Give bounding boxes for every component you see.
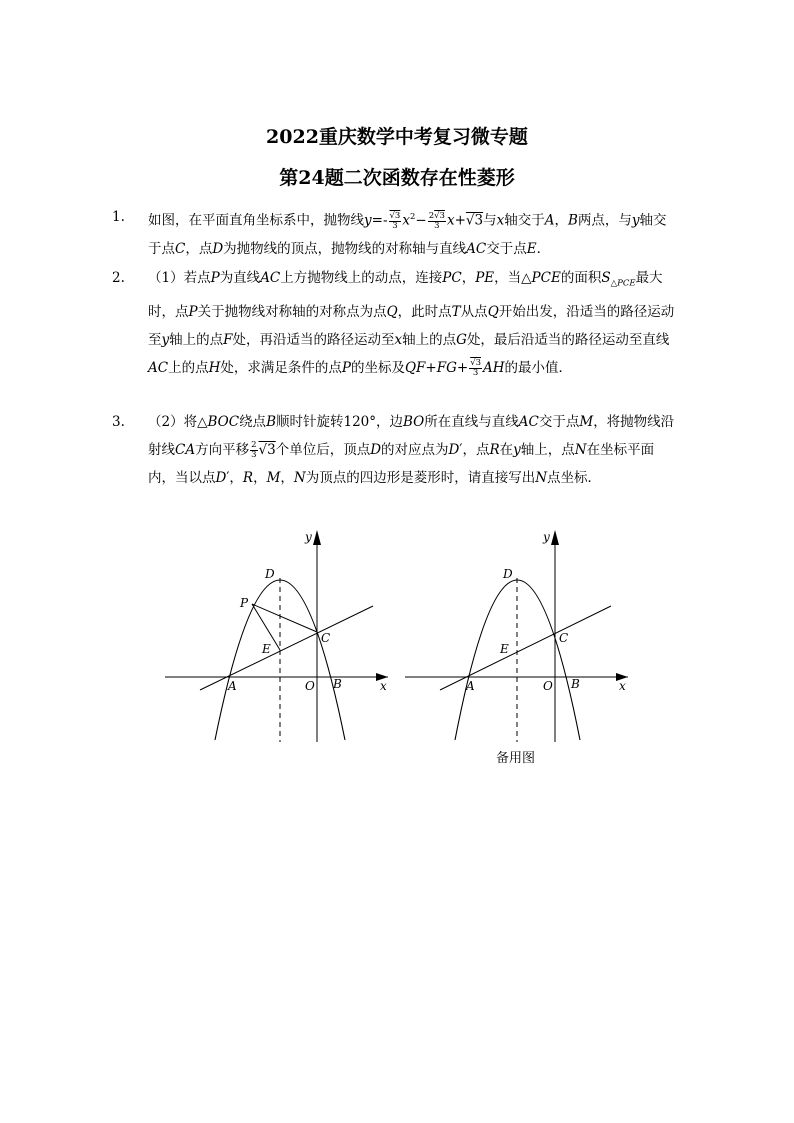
problem-text: （2）将△BOC绕点B顺时针旋转120°，边BO所在直线与直线AC交于点M，将抛物线沿射线CA方向平移 $\frac{2}{3}$ √3个单位后，顶点D的对应点为D′，点R在y轴上，点N在坐标平面内，当以点D′，R，M，N为顶点的四边形是菱形时，请直接写出N点坐标． <box>148 414 675 486</box>
label-a: A <box>228 679 237 693</box>
problem-text: 如图，在平面直角坐标系中，抛物线y=- $\frac{√3}{3}$ $x^2-$ $\frac{2√3}{3}$ x+√3与x轴交于A，B两点，与y轴交于点C，点D为抛物线的顶点，抛物线的对称轴与直线AC交于点E． <box>148 210 667 257</box>
label-b: B <box>571 677 580 691</box>
label-e: E <box>262 642 271 656</box>
label-e: E <box>500 642 509 656</box>
label-c: C <box>559 631 569 645</box>
label-c: C <box>321 631 331 645</box>
label-o: O <box>305 679 315 693</box>
page-title: 2022重庆数学中考复习微专题 <box>266 126 528 148</box>
item-number: 2. <box>112 270 125 286</box>
label-y: y <box>543 530 550 544</box>
item-number: 3. <box>112 414 125 430</box>
label-p: P <box>240 596 249 610</box>
label-x: x <box>619 679 626 693</box>
figure-backup <box>400 525 640 750</box>
problem-intro <box>112 203 680 263</box>
page-subtitle: 第24题二次函数存在性菱形 <box>279 167 515 189</box>
label-x: x <box>380 679 387 693</box>
figure-main <box>160 525 400 750</box>
label-y: y <box>305 530 312 544</box>
problem-part-2 <box>112 408 680 492</box>
label-d: D <box>265 567 275 581</box>
y-axis-arrow <box>313 530 321 545</box>
problem-part-1 <box>112 264 680 382</box>
figure-caption: 备用图 <box>496 751 536 766</box>
label-b: B <box>333 677 342 691</box>
y-axis-arrow <box>551 530 559 545</box>
label-d: D <box>503 567 513 581</box>
problem-text: （1）若点P为直线AC上方抛物线上的动点，连接PC，PE，当△PCE的面积$S_{\triangle PCE}$最大时，点P关于抛物线对称轴的对称点为点Q，此时点T从点Q开始出发，沿适当的路径运动至y轴上的点F处，再沿适当的路径运动至x轴上的点G处，最后沿适当的路径运动至直线AC上的点H处，求满足条件的点P的坐标及QF+FG+ $\frac{√3}{3}$ AH的最小值． <box>148 270 675 378</box>
item-number: 1. <box>112 209 125 225</box>
label-o: O <box>543 679 553 693</box>
label-a: A <box>466 679 475 693</box>
